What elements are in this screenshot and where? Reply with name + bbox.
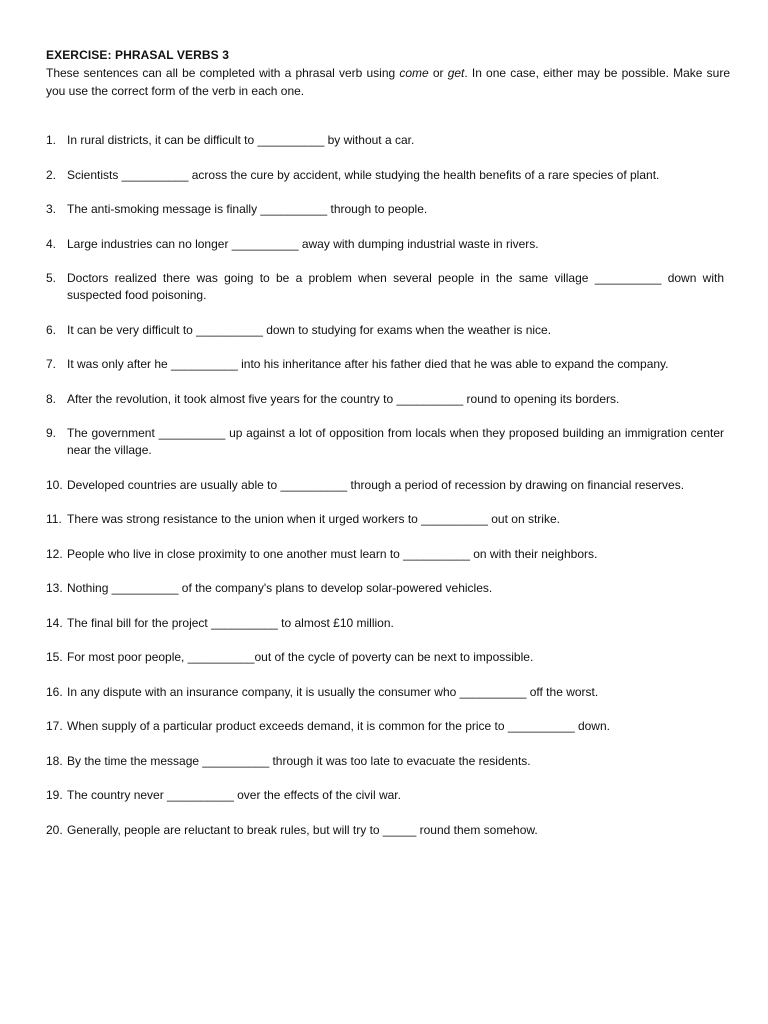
exercise-item-7 bbox=[46, 356, 724, 373]
exercise-item-10 bbox=[46, 477, 724, 494]
item-number: 13. bbox=[46, 581, 63, 595]
exercise-item-16 bbox=[46, 684, 724, 701]
item-number: 2. bbox=[46, 167, 57, 182]
item-sentence: It was only after he __________ into his inheritance after his father died that he was able to expand the company. bbox=[67, 357, 669, 371]
exercise-header bbox=[46, 46, 730, 100]
instructions-text-part3: . In one case, either may be possible. Make sure you use the correct form of the verb in each one. bbox=[46, 66, 730, 98]
item-sentence: By the time the message __________ through it was too late to evacuate the residents. bbox=[67, 753, 531, 768]
exercise-item-20 bbox=[46, 822, 724, 839]
exercise-item-12 bbox=[46, 546, 724, 563]
item-number: 7. bbox=[46, 357, 57, 371]
item-number: 16. bbox=[46, 684, 63, 699]
item-number: 3. bbox=[46, 202, 57, 216]
item-sentence: After the revolution, it took almost five years for the country to __________ round to opening its borders. bbox=[67, 391, 620, 406]
item-number: 4. bbox=[46, 236, 57, 251]
exercise-item-18 bbox=[46, 753, 724, 770]
item-sentence: It can be very difficult to __________ down to studying for exams when the weather is nice. bbox=[67, 322, 552, 337]
exercise-item-6 bbox=[46, 322, 724, 339]
item-sentence: Doctors realized there was going to be a problem when several people in the same village __________ down with suspected food poisoning. bbox=[67, 271, 724, 302]
exercise-item-1 bbox=[46, 132, 724, 149]
item-number: 18. bbox=[46, 753, 63, 768]
item-sentence: People who live in close proximity to one another must learn to __________ on with their neighbors. bbox=[67, 546, 598, 561]
exercise-item-8 bbox=[46, 391, 724, 408]
item-number: 8. bbox=[46, 391, 57, 406]
exercise-title: EXERCISE: PHRASAL VERBS 3 bbox=[46, 48, 229, 62]
item-number: 11. bbox=[46, 512, 62, 526]
item-sentence: For most poor people, __________out of the cycle of poverty can be next to impossible. bbox=[67, 650, 534, 664]
exercise-item-4 bbox=[46, 236, 724, 253]
item-number: 15. bbox=[46, 650, 63, 664]
item-sentence: The government __________ up against a lot of opposition from locals when they proposed building an immigration center near the village. bbox=[67, 426, 724, 457]
item-sentence: Developed countries are usually able to __________ through a period of recession by drawing on financial reserves. bbox=[67, 477, 685, 492]
item-sentence: Scientists __________ across the cure by accident, while studying the health benefits of a rare species of plant. bbox=[67, 167, 660, 182]
item-number: 14. bbox=[46, 615, 63, 630]
item-number: 12. bbox=[46, 546, 63, 561]
item-sentence: The anti-smoking message is finally __________ through to people. bbox=[67, 202, 428, 216]
item-sentence: The country never __________ over the effects of the civil war. bbox=[67, 788, 401, 802]
exercise-item-3 bbox=[46, 201, 724, 218]
item-sentence: Large industries can no longer __________ away with dumping industrial waste in rivers. bbox=[67, 236, 539, 251]
exercise-item-15 bbox=[46, 649, 724, 666]
item-number: 20. bbox=[46, 822, 63, 837]
item-number: 1. bbox=[46, 133, 57, 147]
item-number: 19. bbox=[46, 788, 63, 802]
instructions-text-part2: or bbox=[428, 66, 448, 80]
exercise-item-9 bbox=[46, 425, 724, 459]
exercise-item-5 bbox=[46, 270, 724, 304]
item-number: 9. bbox=[46, 426, 57, 440]
item-sentence: In any dispute with an insurance company, it is usually the consumer who __________ off the worst. bbox=[67, 684, 599, 699]
exercise-item-14 bbox=[46, 615, 724, 632]
exercise-item-list bbox=[46, 132, 724, 856]
item-number: 6. bbox=[46, 322, 57, 337]
instructions-word-get: get bbox=[447, 66, 465, 80]
exercise-item-13 bbox=[46, 580, 724, 597]
exercise-instructions bbox=[46, 64, 730, 100]
exercise-item-17 bbox=[46, 718, 724, 735]
exercise-item-19 bbox=[46, 787, 724, 804]
exercise-item-11 bbox=[46, 511, 724, 528]
item-number: 17. bbox=[46, 719, 63, 733]
instructions-text-part1: These sentences can all be completed with a phrasal verb using bbox=[46, 66, 400, 80]
item-number: 10. bbox=[46, 477, 63, 492]
item-sentence: In rural districts, it can be difficult to __________ by without a car. bbox=[67, 133, 415, 147]
item-sentence: When supply of a particular product exceeds demand, it is common for the price to __________ down. bbox=[67, 719, 610, 733]
item-sentence: There was strong resistance to the union when it urged workers to __________ out on strike. bbox=[67, 512, 560, 526]
item-sentence: Nothing __________ of the company's plans to develop solar-powered vehicles. bbox=[67, 581, 493, 595]
exercise-item-2 bbox=[46, 167, 724, 184]
item-sentence: Generally, people are reluctant to break rules, but will try to _____ round them somehow. bbox=[67, 822, 538, 837]
instructions-word-come: come bbox=[399, 66, 429, 80]
item-number: 5. bbox=[46, 271, 57, 285]
item-sentence: The final bill for the project __________ to almost £10 million. bbox=[67, 615, 394, 630]
